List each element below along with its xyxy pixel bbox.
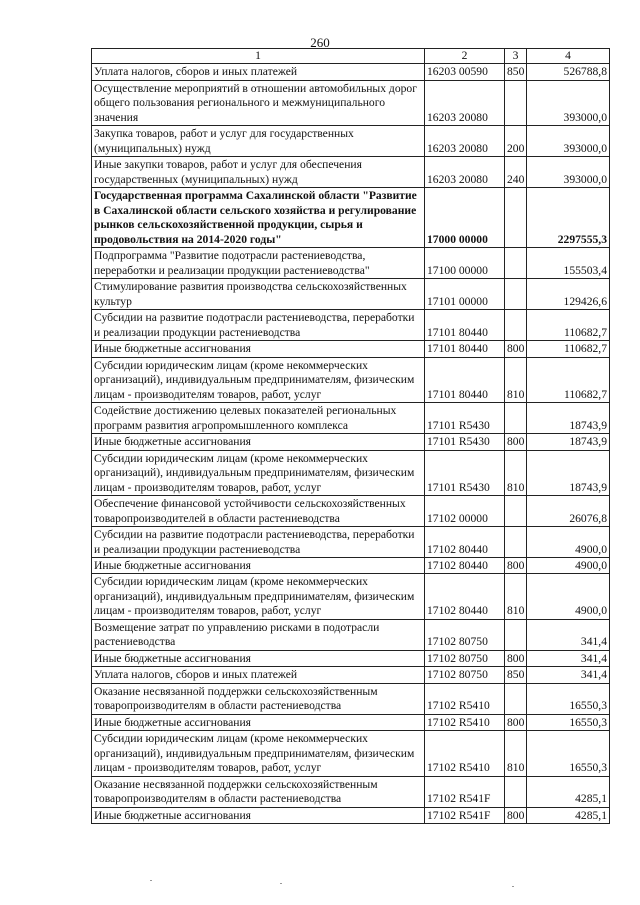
row-type: 810 bbox=[505, 574, 527, 619]
row-amount: 110682,7 bbox=[527, 341, 610, 357]
row-name: Обеспечение финансовой устойчивости сельскохозяйственных товаропроизводителей в области растениеводства bbox=[92, 496, 425, 527]
row-amount: 4285,1 bbox=[527, 807, 610, 823]
row-code: 17101 80440 bbox=[425, 310, 505, 341]
row-code: 17102 80750 bbox=[425, 619, 505, 650]
row-name: Уплата налогов, сборов и иных платежей bbox=[92, 667, 425, 683]
row-amount: 129426,6 bbox=[527, 279, 610, 310]
row-amount: 341,4 bbox=[527, 650, 610, 666]
header-col-3: 3 bbox=[505, 49, 527, 64]
table-row bbox=[92, 80, 610, 125]
row-name: Уплата налогов, сборов и иных платежей bbox=[92, 64, 425, 80]
row-type bbox=[505, 188, 527, 248]
row-type bbox=[505, 683, 527, 714]
row-amount: 4285,1 bbox=[527, 776, 610, 807]
row-name: Закупка товаров, работ и услуг для государственных (муниципальных) нужд bbox=[92, 126, 425, 157]
row-code: 17102 00000 bbox=[425, 496, 505, 527]
row-type bbox=[505, 496, 527, 527]
row-type: 810 bbox=[505, 450, 527, 495]
header-col-1: 1 bbox=[92, 49, 425, 64]
row-type: 850 bbox=[505, 64, 527, 80]
table-row bbox=[92, 357, 610, 402]
table-row bbox=[92, 527, 610, 558]
row-amount: 155503,4 bbox=[527, 248, 610, 279]
table-row bbox=[92, 714, 610, 730]
row-type: 800 bbox=[505, 650, 527, 666]
row-amount: 110682,7 bbox=[527, 357, 610, 402]
page-number: 260 bbox=[310, 35, 330, 50]
row-name: Субсидии юридическим лицам (кроме некоммерческих организаций), индивидуальным предпринимателям, физическим лицам - производителям товаров, работ, услуг bbox=[92, 357, 425, 402]
row-name: Стимулирование развития производства сельскохозяйственных культур bbox=[92, 279, 425, 310]
row-name: Субсидии юридическим лицам (кроме некоммерческих организаций), индивидуальным предпринимателям, физическим лицам - производителям товаров, работ, услуг bbox=[92, 574, 425, 619]
row-amount: 393000,0 bbox=[527, 157, 610, 188]
table-row bbox=[92, 807, 610, 823]
row-name: Субсидии на развитие подотрасли растениеводства, переработки и реализации продукции растениеводства bbox=[92, 310, 425, 341]
table-row bbox=[92, 157, 610, 188]
row-type bbox=[505, 527, 527, 558]
table-row bbox=[92, 574, 610, 619]
row-amount: 393000,0 bbox=[527, 80, 610, 125]
row-amount: 526788,8 bbox=[527, 64, 610, 80]
table-row bbox=[92, 496, 610, 527]
row-code: 17101 80440 bbox=[425, 357, 505, 402]
row-name: Иные бюджетные ассигнования bbox=[92, 714, 425, 730]
row-code: 17102 R541F bbox=[425, 776, 505, 807]
row-amount: 4900,0 bbox=[527, 527, 610, 558]
row-code: 17101 R5430 bbox=[425, 450, 505, 495]
row-amount: 16550,3 bbox=[527, 714, 610, 730]
table-row bbox=[92, 248, 610, 279]
row-type: 810 bbox=[505, 731, 527, 776]
row-code: 16203 20080 bbox=[425, 157, 505, 188]
row-name: Оказание несвязанной поддержки сельскохозяйственным товаропроизводителям в области растениеводства bbox=[92, 776, 425, 807]
row-type: 800 bbox=[505, 714, 527, 730]
row-type bbox=[505, 279, 527, 310]
row-code: 17100 00000 bbox=[425, 248, 505, 279]
row-code: 17102 R5410 bbox=[425, 731, 505, 776]
row-amount: 341,4 bbox=[527, 667, 610, 683]
row-code: 17102 80750 bbox=[425, 650, 505, 666]
row-name: Государственная программа Сахалинской области "Развитие в Сахалинской области сельского хозяйства и регулирование рынков сельскохозяйственной продукции, сырья и продовольствия на 2014-2020 годы" bbox=[92, 188, 425, 248]
row-code: 17102 R5410 bbox=[425, 714, 505, 730]
row-code: 17102 R541F bbox=[425, 807, 505, 823]
row-code: 17102 R5410 bbox=[425, 683, 505, 714]
row-name: Иные бюджетные ассигнования bbox=[92, 650, 425, 666]
header-row bbox=[92, 49, 610, 64]
row-name: Возмещение затрат по управлению рисками в подотрасли растениеводства bbox=[92, 619, 425, 650]
row-name: Оказание несвязанной поддержки сельскохозяйственным товаропроизводителям в области растениеводства bbox=[92, 683, 425, 714]
row-type bbox=[505, 776, 527, 807]
row-type: 800 bbox=[505, 341, 527, 357]
header-col-4: 4 bbox=[527, 49, 610, 64]
row-name: Субсидии на развитие подотрасли растениеводства, переработки и реализации продукции растениеводства bbox=[92, 527, 425, 558]
row-name: Подпрограмма "Развитие подотрасли растениеводства, переработки и реализации продукции растениеводства" bbox=[92, 248, 425, 279]
row-code: 17102 80440 bbox=[425, 557, 505, 573]
table-row bbox=[92, 310, 610, 341]
row-type: 200 bbox=[505, 126, 527, 157]
row-code: 16203 20080 bbox=[425, 126, 505, 157]
table-row bbox=[92, 64, 610, 80]
row-name: Осуществление мероприятий в отношении автомобильных дорог общего пользования регионального и межмуниципального значения bbox=[92, 80, 425, 125]
row-amount: 18743,9 bbox=[527, 434, 610, 450]
row-type: 800 bbox=[505, 434, 527, 450]
table-row bbox=[92, 403, 610, 434]
table-row bbox=[92, 126, 610, 157]
row-code: 17101 80440 bbox=[425, 341, 505, 357]
row-type: 810 bbox=[505, 357, 527, 402]
row-code: 16203 00590 bbox=[425, 64, 505, 80]
row-code: 17101 R5430 bbox=[425, 434, 505, 450]
scan-specks bbox=[0, 880, 640, 890]
row-name: Иные бюджетные ассигнования bbox=[92, 341, 425, 357]
table-row bbox=[92, 557, 610, 573]
table-row bbox=[92, 279, 610, 310]
table-row bbox=[92, 450, 610, 495]
row-name: Иные бюджетные ассигнования bbox=[92, 434, 425, 450]
budget-table bbox=[91, 48, 610, 824]
row-amount: 16550,3 bbox=[527, 731, 610, 776]
row-type bbox=[505, 80, 527, 125]
table-row bbox=[92, 619, 610, 650]
row-amount: 4900,0 bbox=[527, 557, 610, 573]
row-name: Субсидии юридическим лицам (кроме некоммерческих организаций), индивидуальным предпринимателям, физическим лицам - производителям товаров, работ, услуг bbox=[92, 731, 425, 776]
row-type: 240 bbox=[505, 157, 527, 188]
table-row bbox=[92, 341, 610, 357]
row-name: Иные бюджетные ассигнования bbox=[92, 557, 425, 573]
row-amount: 18743,9 bbox=[527, 450, 610, 495]
row-code: 17102 80440 bbox=[425, 527, 505, 558]
row-name: Субсидии юридическим лицам (кроме некоммерческих организаций), индивидуальным предпринимателям, физическим лицам - производителям товаров, работ, услуг bbox=[92, 450, 425, 495]
row-code: 17102 80750 bbox=[425, 667, 505, 683]
row-type bbox=[505, 248, 527, 279]
row-amount: 4900,0 bbox=[527, 574, 610, 619]
row-amount: 110682,7 bbox=[527, 310, 610, 341]
row-type: 800 bbox=[505, 557, 527, 573]
row-code: 17101 R5430 bbox=[425, 403, 505, 434]
row-type bbox=[505, 310, 527, 341]
row-name: Иные закупки товаров, работ и услуг для обеспечения государственных (муниципальных) нужд bbox=[92, 157, 425, 188]
row-amount: 2297555,3 bbox=[527, 188, 610, 248]
row-name: Иные бюджетные ассигнования bbox=[92, 807, 425, 823]
row-amount: 18743,9 bbox=[527, 403, 610, 434]
row-amount: 341,4 bbox=[527, 619, 610, 650]
row-type: 800 bbox=[505, 807, 527, 823]
row-amount: 393000,0 bbox=[527, 126, 610, 157]
table-row bbox=[92, 776, 610, 807]
row-type bbox=[505, 403, 527, 434]
table-row bbox=[92, 667, 610, 683]
row-amount: 26076,8 bbox=[527, 496, 610, 527]
row-code: 17000 00000 bbox=[425, 188, 505, 248]
row-type: 850 bbox=[505, 667, 527, 683]
table-row bbox=[92, 188, 610, 248]
row-code: 17102 80440 bbox=[425, 574, 505, 619]
header-col-2: 2 bbox=[425, 49, 505, 64]
row-code: 17101 00000 bbox=[425, 279, 505, 310]
table-row bbox=[92, 683, 610, 714]
table-row bbox=[92, 731, 610, 776]
table-row bbox=[92, 434, 610, 450]
row-type bbox=[505, 619, 527, 650]
row-amount: 16550,3 bbox=[527, 683, 610, 714]
row-name: Содействие достижению целевых показателей региональных программ развития агропромышленного комплекса bbox=[92, 403, 425, 434]
row-code: 16203 20080 bbox=[425, 80, 505, 125]
table-row bbox=[92, 650, 610, 666]
